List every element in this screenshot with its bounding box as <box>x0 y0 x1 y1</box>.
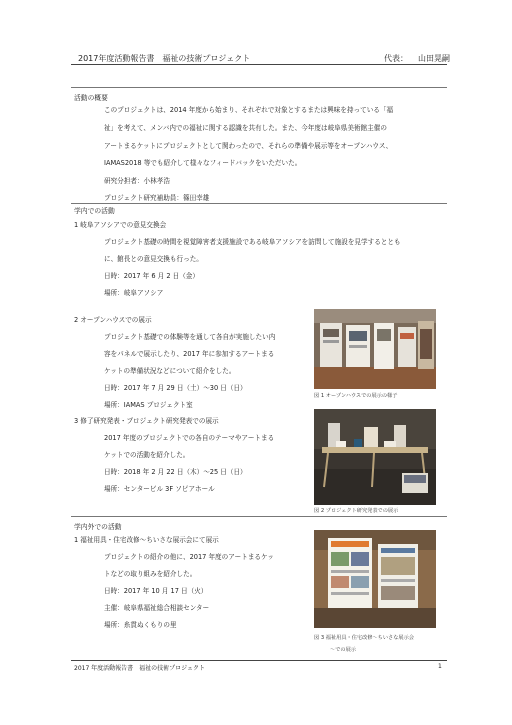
external-top-rule <box>71 516 447 517</box>
figure-3-photo <box>314 530 436 628</box>
figure-3-caption-line2: ～での展示 <box>330 647 356 653</box>
header-rule <box>71 64 447 65</box>
internal-item1-line: プロジェクト基礎の時間を視覚障害者支援施設である岐阜アソシアを訪問して施設を見学するととも <box>104 238 401 246</box>
overview-line: IAMAS2018 等でも紹介して様々なフィードバックをいただいた。 <box>104 159 302 167</box>
header-rep-label: 代表： <box>384 54 408 63</box>
overview-assistant: プロジェクト研究補助員：篠田幸雄 <box>104 194 210 202</box>
internal-item2-line: 容をパネルで展示したり、2017 年に参加するアートまる <box>104 350 275 358</box>
internal-item3-place: 場所：センタービル 3F ソピアホール <box>104 485 215 493</box>
internal-item2-place: 場所：IAMAS プロジェクト室 <box>104 401 193 409</box>
internal-item3-title: 3 修了研究発表・プロジェクト研究発表での展示 <box>74 417 219 425</box>
footer-text: 2017 年度活動報告書 福祉の技術プロジェクト <box>74 665 206 672</box>
external-item1-place: 場所：糸貫ぬくもりの里 <box>104 621 177 629</box>
panel-display-image <box>314 530 436 628</box>
external-item1-line: トなどの取り組みを紹介した。 <box>104 570 197 578</box>
page-number: 1 <box>438 663 442 670</box>
exhibition-room-image <box>314 309 436 389</box>
overview-line: このプロジェクトは、2014 年度から始まり、それぞれで対象とするまたは興味を持っている「福 <box>104 106 394 114</box>
external-item1-host: 主催：岐阜県福祉総合相談センター <box>104 604 210 612</box>
internal-item2-line: プロジェクト基礎での体験等を通して各自が実施したい内 <box>104 333 276 341</box>
figure-1-photo <box>314 309 436 389</box>
internal-item2-line: ケットの準備状況などについて紹介をした。 <box>104 367 236 375</box>
internal-item1-place: 場所：岐阜アソシア <box>104 289 164 297</box>
internal-item3-line: 2017 年度のプロジェクトでの各自のテーマやアートまる <box>104 434 275 442</box>
external-item1-line: プロジェクトの紹介の他に、2017 年度のアートまるケッ <box>104 553 274 561</box>
internal-item1-date: 日時：2017 年 6 月 2 日（金） <box>104 272 199 280</box>
internal-item2-title: 2 オープンハウスでの展示 <box>74 316 152 324</box>
internal-top-rule <box>71 203 447 204</box>
internal-item3-line: ケットでの活動を紹介した。 <box>104 451 190 459</box>
overview-top-rule <box>71 87 447 88</box>
overview-line: 祉」を考えて、メンバ内での福祉に関する認識を共有した。また、今年度は岐阜県美術館主催の <box>104 124 387 132</box>
internal-item3-date: 日時：2018 年 2 月 22 日（木）～25 日（日） <box>104 468 247 476</box>
figure-2-caption: 図 2 プロジェクト研究発表での展示 <box>314 508 399 514</box>
presentation-table-image <box>314 409 436 505</box>
internal-item1-line: に、館長との意見交換も行った。 <box>104 255 203 263</box>
footer-rule <box>71 660 447 661</box>
figure-1-caption: 図 1 オープンハウスでの展示の様子 <box>314 393 398 399</box>
header-title: 2017年度活動報告書 福祉の技術プロジェクト <box>78 54 251 63</box>
figure-3-caption-line1: 図 3 福祉用具・住宅改修～ちいさな展示会 <box>314 635 414 641</box>
overview-researcher: 研究分担者：小林孝浩 <box>104 177 170 185</box>
header-rep-name: 山田晃嗣 <box>418 54 450 63</box>
external-item1-date: 日時：2017 年 10 月 17 日（火） <box>104 587 208 595</box>
overview-heading: 活動の概要 <box>74 94 108 102</box>
external-item1-title: 1 福祉用具・住宅改修～ちいさな展示会にて展示 <box>74 536 219 544</box>
internal-heading: 学内での活動 <box>74 207 115 215</box>
overview-line: アートまるケットにプロジェクトとして関わったので、それらの準備や展示等をオープンハウス、 <box>104 142 393 150</box>
external-heading: 学内外での活動 <box>74 523 122 531</box>
internal-item2-date: 日時：2017 年 7 月 29 日（土）～30 日（日） <box>104 384 247 392</box>
figure-2-photo <box>314 409 436 505</box>
internal-item1-title: 1 岐阜アソシアでの意見交換会 <box>74 221 167 229</box>
